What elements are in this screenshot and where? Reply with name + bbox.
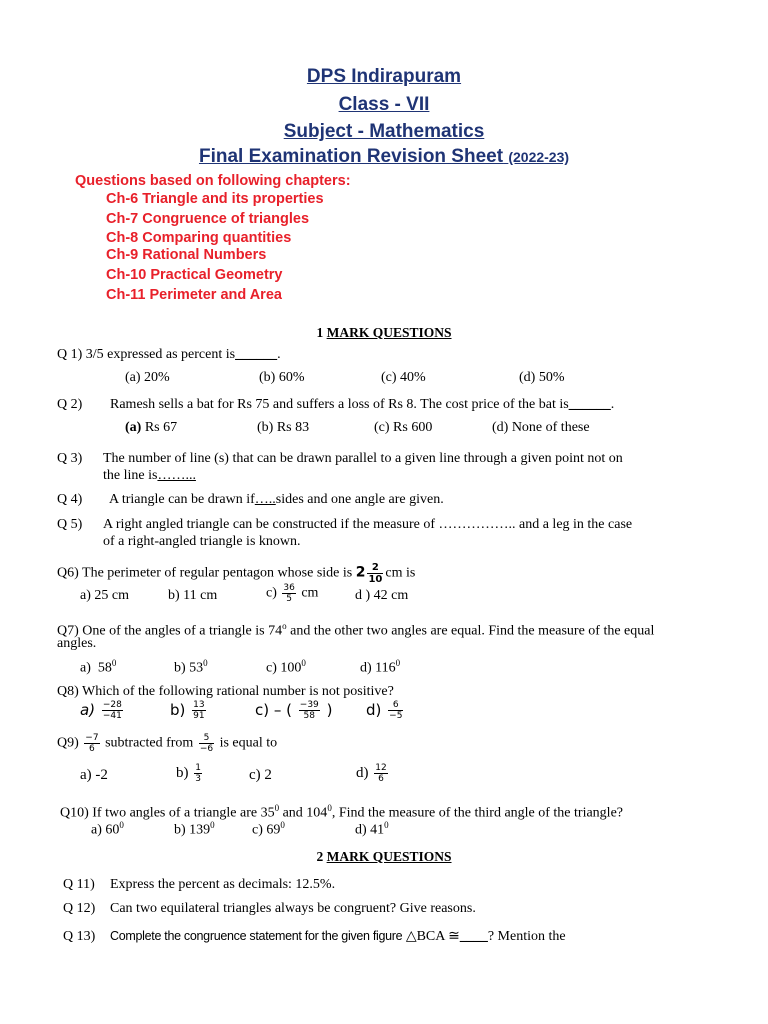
section-number: 2 xyxy=(316,849,324,864)
denominator: 6 xyxy=(89,744,95,754)
option-value: 116 xyxy=(375,660,396,676)
option-c: (c) 40% xyxy=(381,370,426,385)
closing-paren: ) xyxy=(326,701,333,719)
numerator: 6 xyxy=(388,700,403,711)
denominator: 91 xyxy=(193,711,205,721)
degree-mark: 0 xyxy=(119,820,124,830)
option-b: (b) 60% xyxy=(259,370,305,385)
question-3-line-1: The number of line (s) that can be drawn parallel to a given line through a given point not on xyxy=(103,451,623,466)
denominator: 58 xyxy=(303,711,315,721)
answer-blank: ……... xyxy=(157,468,196,483)
option-value: Rs 67 xyxy=(144,420,178,435)
section-number: 1 xyxy=(316,325,324,340)
question-number: Q 1) xyxy=(57,347,83,362)
punctuation: . xyxy=(277,347,281,362)
question-3-line-2 xyxy=(103,467,196,484)
option-a: a) -2 xyxy=(80,767,108,783)
chapter-item: Ch-10 Practical Geometry xyxy=(106,267,283,283)
numerator: 5 xyxy=(199,733,214,744)
option-a xyxy=(80,700,125,721)
degree-mark: 0 xyxy=(203,658,208,668)
option-c: c) 2 xyxy=(249,767,272,783)
denominator: 10 xyxy=(368,574,383,585)
option-d: (d) 50% xyxy=(519,370,565,385)
question-text: Q7) One of the angles of a triangle is 74 xyxy=(57,623,283,639)
question-7-line-2: angles. xyxy=(57,636,97,651)
fraction xyxy=(388,700,403,721)
option-a xyxy=(125,419,177,436)
question-text: subtracted from xyxy=(105,735,194,751)
option-c xyxy=(252,817,285,839)
question-number: Q9) xyxy=(57,735,79,751)
option-d xyxy=(360,655,400,677)
degree-mark: o xyxy=(282,621,287,631)
question-text: sides and one angle are given. xyxy=(275,492,444,507)
option-label: d) 41 xyxy=(355,822,385,838)
section-title: MARK QUESTIONS xyxy=(326,849,452,864)
degree-mark: 0 xyxy=(274,803,280,813)
mixed-fraction xyxy=(367,562,383,585)
numerator: 36 xyxy=(283,583,295,593)
chapters-intro: Questions based on following chapters: xyxy=(75,173,351,189)
school-name: DPS Indirapuram xyxy=(306,66,462,87)
chapter-item: Ch-11 Perimeter and Area xyxy=(106,287,282,303)
option-d xyxy=(355,817,389,839)
question-9 xyxy=(57,733,277,754)
question-11: Express the percent as decimals: 12.5%. xyxy=(110,877,336,892)
fraction xyxy=(194,763,202,784)
sheet-title xyxy=(0,146,768,168)
chapter-item: Ch-8 Comparing quantities xyxy=(106,230,292,246)
question-text: Q10) If two angles of a triangle are 35 xyxy=(60,805,275,821)
answer-blank: …………….. xyxy=(438,517,516,532)
option-label: b) xyxy=(176,764,189,781)
option-b xyxy=(174,655,208,677)
denominator: −5 xyxy=(389,711,403,721)
sheet-year: (2022-23) xyxy=(508,149,570,165)
option-label: b) xyxy=(174,660,186,676)
chapter-item: Ch-6 Triangle and its properties xyxy=(106,191,324,207)
punctuation: . xyxy=(610,397,615,412)
unit: cm is xyxy=(385,565,416,581)
option-b xyxy=(176,763,204,784)
fraction xyxy=(192,700,205,721)
question-12-number: Q 12) xyxy=(63,901,96,916)
numerator: 1 xyxy=(195,763,201,773)
option-label: a) xyxy=(80,701,96,719)
question-5-line-2: of a right-angled triangle is known. xyxy=(103,534,301,549)
option-d: d ) 42 cm xyxy=(355,588,409,603)
degree-mark: 0 xyxy=(384,820,389,830)
section-title: MARK QUESTIONS xyxy=(326,325,452,340)
fraction xyxy=(374,763,387,784)
numerator: −7 xyxy=(85,733,99,743)
denominator: −6 xyxy=(199,744,214,754)
question-5-line-1 xyxy=(103,516,632,533)
question-text: Ramesh sells a bat for Rs 75 and suffers a loss of Rs 8. The cost price of the bat is xyxy=(110,397,569,412)
degree-mark: 0 xyxy=(111,658,117,668)
denominator: 5 xyxy=(286,594,292,604)
question-2 xyxy=(110,396,614,413)
question-text: A triangle can be drawn if xyxy=(109,492,255,507)
option-c xyxy=(266,583,318,604)
numerator: 12 xyxy=(375,763,387,773)
option-value: 58 xyxy=(97,660,112,676)
answer-blank: ….. xyxy=(254,492,276,507)
numerator: 13 xyxy=(193,700,205,710)
question-4-number: Q 4) xyxy=(57,492,83,507)
chapter-item: Ch-9 Rational Numbers xyxy=(106,247,267,263)
numerator: −39 xyxy=(299,700,319,710)
option-a xyxy=(80,655,116,677)
question-7-line-1 xyxy=(57,618,654,640)
question-1 xyxy=(57,346,281,363)
option-label: c) – ( xyxy=(255,701,292,719)
question-2-number: Q 2) xyxy=(57,397,83,412)
question-text: Q6) The perimeter of regular pentagon whose side is xyxy=(57,565,353,581)
denominator: 6 xyxy=(378,774,384,784)
question-text: A right angled triangle can be constructed if the measure of xyxy=(103,517,435,532)
option-label: c) xyxy=(266,660,277,676)
numerator: 2 xyxy=(367,562,383,574)
option-label: d) xyxy=(356,764,369,781)
option-value: 53 xyxy=(189,660,204,676)
answer-blank: ______ xyxy=(235,347,278,362)
question-13-number: Q 13) xyxy=(63,929,96,944)
question-text: Complete the congruence statement for the given figure xyxy=(110,929,403,943)
option-c xyxy=(266,655,306,677)
sheet-title-text: Final Examination Revision Sheet xyxy=(198,146,504,167)
fraction xyxy=(282,583,295,604)
question-text: and a leg in the case xyxy=(519,517,633,532)
question-text: 3/5 expressed as percent is xyxy=(85,347,236,362)
option-label: d) xyxy=(366,701,382,719)
option-label: a) xyxy=(80,660,91,676)
question-4 xyxy=(109,491,444,508)
fraction xyxy=(199,733,214,754)
fraction xyxy=(102,700,123,721)
congruence-expression: △BCA ≅ xyxy=(405,929,460,944)
option-d: (d) None of these xyxy=(492,420,590,435)
denominator: −41 xyxy=(102,711,122,721)
degree-mark: 0 xyxy=(327,803,332,813)
fraction xyxy=(84,733,99,754)
question-5-number: Q 5) xyxy=(57,517,83,532)
degree-mark: 0 xyxy=(395,658,401,668)
option-d xyxy=(366,700,405,721)
option-a: a) 25 cm xyxy=(80,588,129,603)
numerator: −28 xyxy=(102,700,122,710)
option-c: (c) Rs 600 xyxy=(374,420,433,435)
option-value: 100 xyxy=(280,660,302,676)
denominator: 3 xyxy=(195,774,201,784)
option-d xyxy=(356,763,390,784)
option-b: b) 11 cm xyxy=(168,588,218,603)
question-text: is equal to xyxy=(219,735,278,751)
unit: cm xyxy=(301,585,319,601)
question-12: Can two equilateral triangles always be congruent? Give reasons. xyxy=(110,901,476,916)
section-heading-1-mark xyxy=(0,325,768,341)
option-label: b) 139 xyxy=(174,822,211,838)
option-b: (b) Rs 83 xyxy=(257,420,310,435)
question-text: and 104 xyxy=(279,805,328,821)
question-6 xyxy=(57,562,415,585)
option-b xyxy=(170,700,208,721)
option-b xyxy=(174,817,215,839)
option-label: b) xyxy=(170,701,186,719)
answer-blank: ______ xyxy=(568,397,611,412)
question-3-number: Q 3) xyxy=(57,451,83,466)
question-text: , Find the measure of the third angle of the triangle? xyxy=(331,805,623,821)
degree-mark: 0 xyxy=(301,658,306,668)
question-8: Q8) Which of the following rational number is not positive? xyxy=(57,684,394,699)
question-text: the line is xyxy=(103,468,158,483)
degree-mark: 0 xyxy=(210,820,215,830)
answer-blank: ____ xyxy=(459,929,488,944)
fraction xyxy=(299,700,320,721)
option-a xyxy=(91,817,124,839)
option-label: d) xyxy=(360,660,372,676)
class-name: Class - VII xyxy=(338,94,430,115)
option-label: c) 69 xyxy=(252,822,281,838)
option-label: (a) xyxy=(125,420,142,435)
option-a: (a) 20% xyxy=(125,370,170,385)
chapter-item: Ch-7 Congruence of triangles xyxy=(106,211,310,227)
question-11-number: Q 11) xyxy=(63,877,95,892)
question-text: and the other two angles are equal. Find the measure of the equal xyxy=(286,623,655,639)
option-c xyxy=(255,700,332,721)
subject-name: Subject - Mathematics xyxy=(283,121,485,142)
question-text: ? Mention the xyxy=(487,929,566,944)
option-label: a) 60 xyxy=(91,822,120,838)
section-heading-2-mark xyxy=(0,849,768,865)
question-13 xyxy=(110,928,566,945)
option-label: c) xyxy=(266,585,277,601)
mixed-whole: 2 xyxy=(355,564,366,581)
degree-mark: 0 xyxy=(280,820,285,830)
question-10 xyxy=(60,800,623,822)
